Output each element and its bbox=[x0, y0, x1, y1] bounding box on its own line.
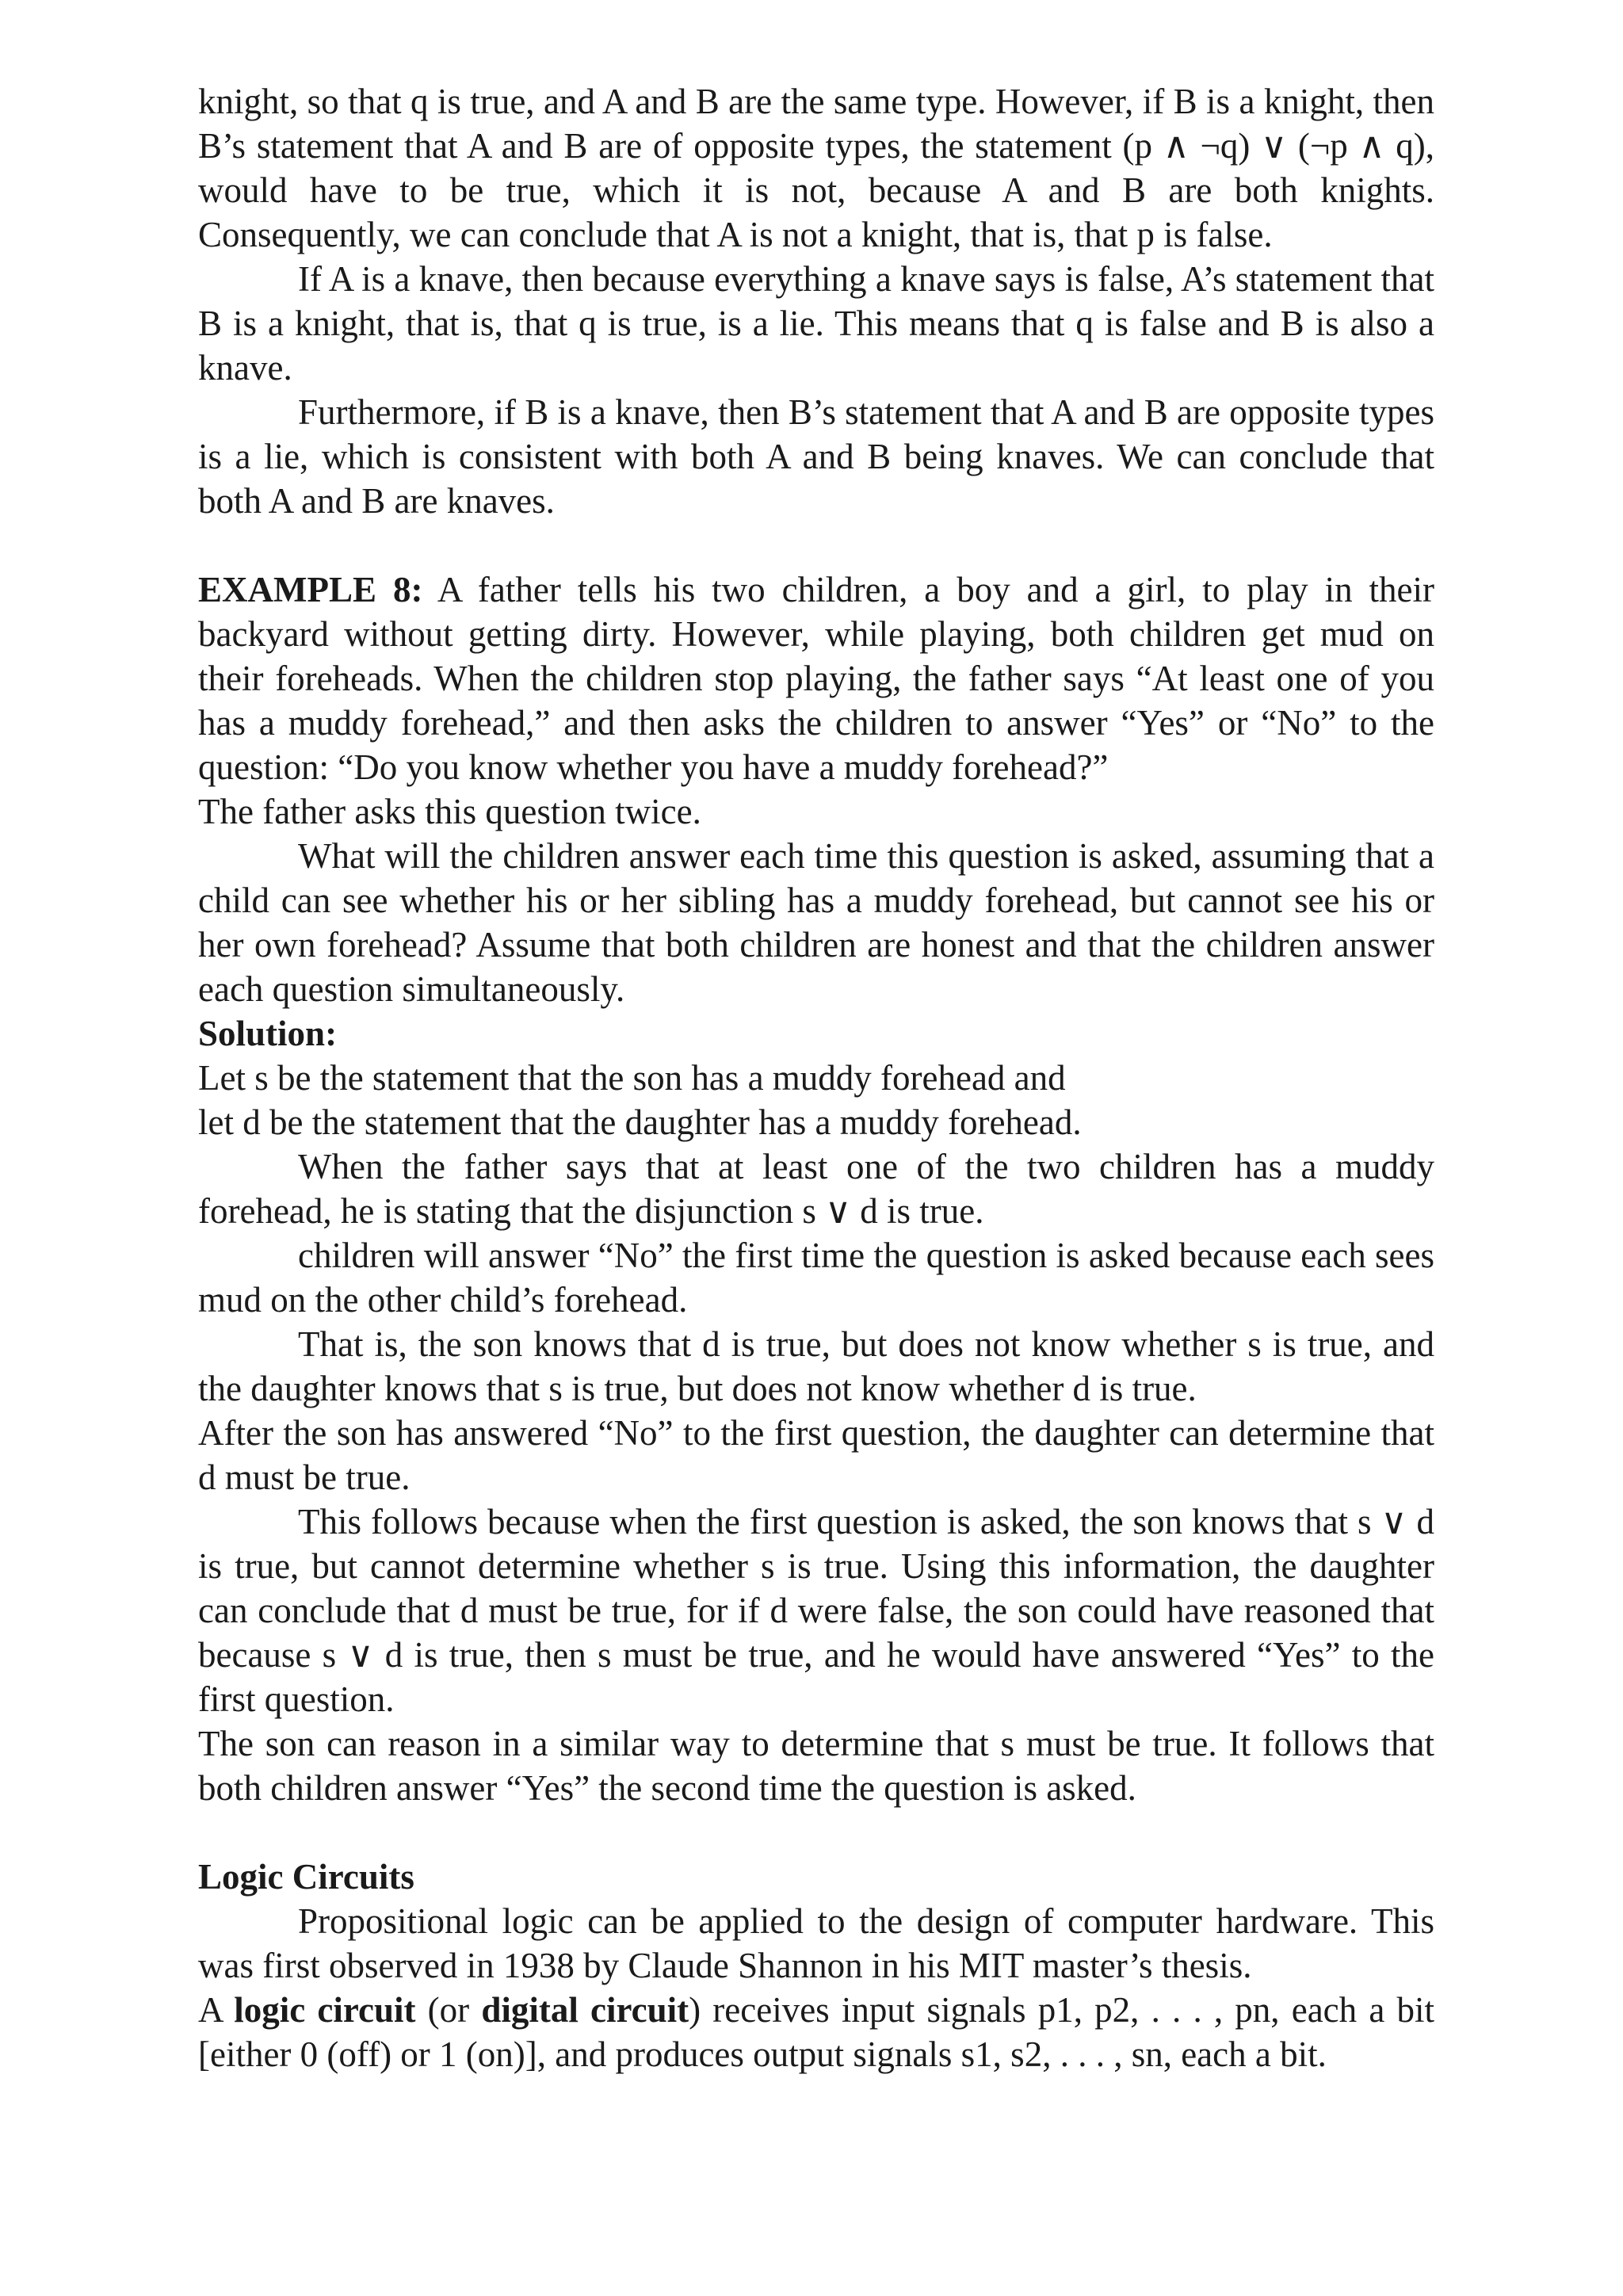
paragraph-first-answer: children will answer “No” the first time the question is asked because each sees mud on the other child’s forehead. bbox=[198, 1236, 1434, 1320]
paragraph-knight-conclusion: knight, so that q is true, and A and B are the same type. However, if B is a knight, then B’s statement that A and B are of opposite types, the statement (p ∧ ¬q) ∨ (¬p ∧ q), would have to be true, which it is not, because A and B are both knights. Consequently, we can conclude that A is not a knight, that is, that p is false. bbox=[198, 82, 1434, 254]
paragraph-second-answer: The son can reason in a similar way to determine that s must be true. It follows that both children answer “Yes” the second time the question is asked. bbox=[198, 1724, 1434, 1808]
paragraph-asks-twice: The father asks this question twice. bbox=[198, 792, 701, 831]
text-span: (or bbox=[415, 1990, 482, 2030]
spacer bbox=[198, 1810, 1434, 1855]
paragraph-knows: That is, the son knows that d is true, but does not know whether s is true, and the daughter knows that s is true, but does not know whether d is true. bbox=[198, 1324, 1434, 1408]
paragraph-question: What will the children answer each time this question is asked, assuming that a child can see whether his or her sibling has a muddy forehead, but cannot see his or her own forehead? Assume that both children are honest and that the children answer each question simultaneously. bbox=[198, 836, 1434, 1009]
spacer bbox=[198, 523, 1434, 567]
paragraph-after-son: After the son has answered “No” to the first question, the daughter can determine that d must be true. bbox=[198, 1413, 1434, 1497]
example-8-statement bbox=[198, 567, 1434, 789]
document-page bbox=[198, 79, 1434, 2076]
text-span: ) receives input signals p1, p2, . . . , pn, each a bit [either 0 (off) or 1 (on)], and produces output signals s1, s2, . . . , sn, each a bit. bbox=[198, 1990, 1434, 2074]
term-digital-circuit: digital circuit bbox=[481, 1990, 689, 2030]
paragraph-b-knave: Furthermore, if B is a knave, then B’s statement that A and B are opposite types is a lie, which is consistent with both A and B being knaves. We can conclude that both A and B are knaves. bbox=[198, 392, 1434, 521]
example-text: A father tells his two children, a boy and a girl, to play in their backyard without getting dirty. However, while playing, both children get mud on their foreheads. When the children stop playing, the father says “At least one of you has a muddy forehead,” and then asks the children to answer “Yes” or “No” to the question: “Do you know whether you have a muddy forehead?” bbox=[198, 570, 1434, 787]
paragraph-logic-circuit-definition bbox=[198, 1988, 1434, 2076]
solution-let-s: Let s be the statement that the son has a muddy forehead and bbox=[198, 1058, 1066, 1098]
section-heading-logic-circuits: Logic Circuits bbox=[198, 1857, 414, 1897]
paragraph-disjunction: When the father says that at least one of the two children has a muddy forehead, he is stating that the disjunction s ∨ d is true. bbox=[198, 1147, 1434, 1231]
term-logic-circuit: logic circuit bbox=[234, 1990, 416, 2030]
paragraph-reasoning: This follows because when the first question is asked, the son knows that s ∨ d is true, but cannot determine whether s is true. Using this information, the daughter can conclude that d must be true, for if d were false, the son could have reasoned that because s ∨ d is true, then s must be true, and he would have answered “Yes” to the first question. bbox=[198, 1502, 1434, 1719]
paragraph-a-knave: If A is a knave, then because everything a knave says is false, A’s statement that B is a knight, that is, that q is true, is a lie. This means that q is false and B is also a knave. bbox=[198, 259, 1434, 388]
solution-heading: Solution: bbox=[198, 1014, 338, 1053]
solution-let-d: let d be the statement that the daughter has a muddy forehead. bbox=[198, 1102, 1082, 1142]
text-span: A bbox=[198, 1990, 235, 2030]
example-label: EXAMPLE 8: bbox=[198, 570, 423, 609]
paragraph-propositional-logic: Propositional logic can be applied to the design of computer hardware. This was first observed in 1938 by Claude Shannon in his MIT master’s thesis. bbox=[198, 1901, 1434, 1985]
